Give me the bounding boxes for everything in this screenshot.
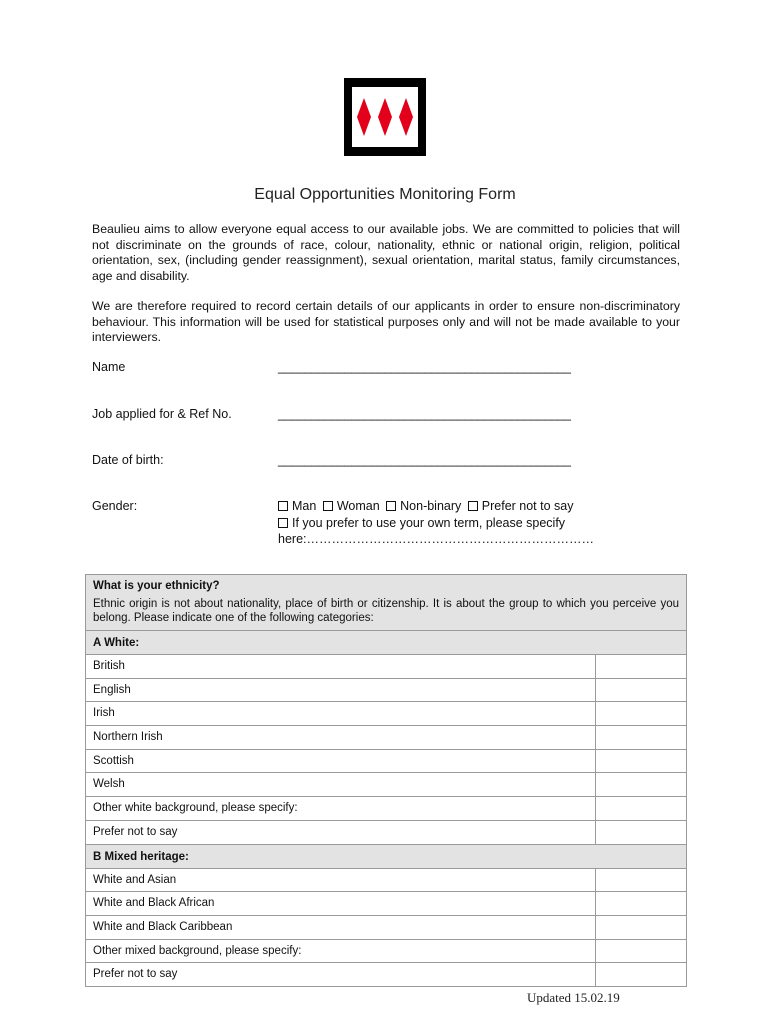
tick-box[interactable]: [596, 821, 686, 844]
table-row: [86, 892, 686, 916]
tick-box[interactable]: [596, 726, 686, 749]
dob-label: Date of birth:: [92, 453, 164, 467]
diamonds-icon: [344, 78, 426, 156]
checkbox-icon[interactable]: [323, 501, 333, 511]
option-label: Welsh: [86, 773, 596, 796]
table-row: [86, 940, 686, 964]
tick-box[interactable]: [596, 963, 686, 986]
job-field[interactable]: ____________________________________________: [278, 407, 571, 421]
table-row: [86, 916, 686, 940]
option-label: Prefer not to say: [86, 821, 596, 844]
tick-box[interactable]: [596, 797, 686, 820]
option-label: Irish: [86, 702, 596, 725]
table-row: [86, 679, 686, 703]
option-label: British: [86, 655, 596, 678]
diamond-right: [399, 98, 413, 136]
tick-box[interactable]: [596, 679, 686, 702]
tick-box[interactable]: [596, 702, 686, 725]
gender-option-woman[interactable]: Woman: [323, 499, 380, 513]
intro-paragraph-1: Beaulieu aims to allow everyone equal access to our available jobs. We are committed to policies that will not discriminate on the grounds of race, colour, nationality, ethnic or national origin, religion, political orientation, sex, (including gender reassignment), sexual orientation, marital status, family circumstances, age and disability.: [92, 222, 680, 283]
diamond-middle: [378, 98, 392, 136]
option-label: Other white background, please specify:: [86, 797, 596, 820]
checkbox-icon[interactable]: [278, 518, 288, 528]
tick-box[interactable]: [596, 773, 686, 796]
checkbox-icon[interactable]: [386, 501, 396, 511]
name-label: Name: [92, 360, 126, 374]
table-row: [86, 726, 686, 750]
gender-own-term[interactable]: If you prefer to use your own term, please specify: [278, 515, 594, 532]
ethnicity-header: [86, 575, 686, 631]
gender-label: Gender:: [92, 499, 138, 513]
checkbox-icon[interactable]: [468, 501, 478, 511]
page-title: Equal Opportunities Monitoring Form: [254, 186, 516, 203]
gender-own-term-field[interactable]: here:……………………………………………………………: [278, 532, 594, 546]
gender-option-row: [278, 498, 594, 515]
gender-option-non-binary[interactable]: Non-binary: [386, 499, 461, 513]
dob-field[interactable]: ____________________________________________: [278, 453, 571, 467]
table-row: [86, 821, 686, 845]
option-label: White and Asian: [86, 869, 596, 892]
name-field[interactable]: ____________________________________________: [278, 360, 571, 374]
tick-box[interactable]: [596, 940, 686, 963]
table-row: [86, 655, 686, 679]
intro-paragraph-2: We are therefore required to record certain details of our applicants in order to ensure non-discriminatory behaviour. This information will be used for statistical purposes only and will not be made available to your interviewers.: [92, 299, 680, 344]
updated-date: Updated 15.02.19: [527, 990, 620, 1005]
gender-option-prefer-not[interactable]: Prefer not to say: [468, 499, 574, 513]
option-label: Scottish: [86, 750, 596, 773]
option-label: White and Black Caribbean: [86, 916, 596, 939]
option-label: White and Black African: [86, 892, 596, 915]
tick-box[interactable]: [596, 655, 686, 678]
tick-box[interactable]: [596, 869, 686, 892]
tick-box[interactable]: [596, 916, 686, 939]
table-row: [86, 963, 686, 987]
tick-box[interactable]: [596, 750, 686, 773]
checkbox-icon[interactable]: [278, 501, 288, 511]
table-row: [86, 869, 686, 893]
table-row: [86, 702, 686, 726]
beaulieu-logo: [344, 78, 426, 156]
ethnicity-description: Ethnic origin is not about nationality, place of birth or citizenship. It is about the group to which you perceive you belong. Please indicate one of the following categories:: [93, 598, 679, 624]
table-row: [86, 750, 686, 774]
option-label: Northern Irish: [86, 726, 596, 749]
tick-box[interactable]: [596, 892, 686, 915]
ethnicity-table: [85, 574, 687, 987]
job-label: Job applied for & Ref No.: [92, 407, 232, 421]
section-white: A White:: [86, 631, 686, 655]
diamond-left: [357, 98, 371, 136]
table-row: [86, 797, 686, 821]
option-label: English: [86, 679, 596, 702]
option-label: Other mixed background, please specify:: [86, 940, 596, 963]
ethnicity-question: What is your ethnicity?: [93, 580, 220, 592]
gender-option-man[interactable]: Man: [278, 499, 316, 513]
gender-options: [278, 498, 594, 548]
section-mixed-heritage: B Mixed heritage:: [86, 845, 686, 869]
table-row: [86, 773, 686, 797]
option-label: Prefer not to say: [86, 963, 596, 986]
